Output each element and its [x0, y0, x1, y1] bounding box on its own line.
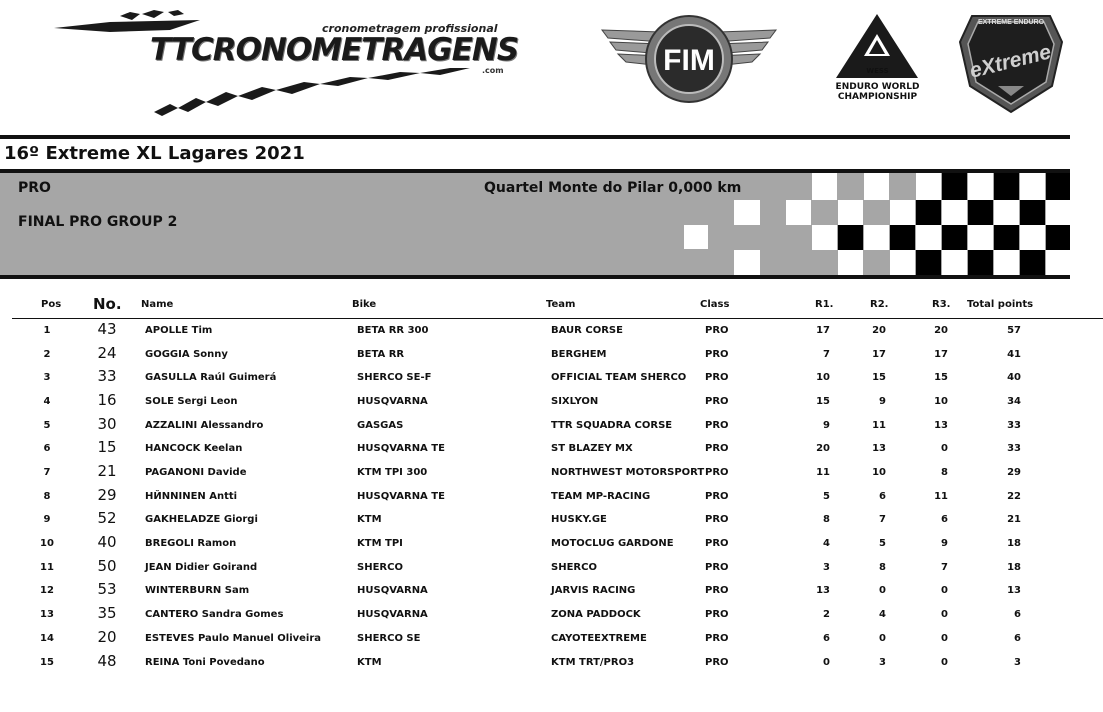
cell-name: REINA Toni Povedano — [145, 657, 265, 668]
cell-team: TTR SQUADRA CORSE — [551, 420, 673, 431]
cell-r1: 8 — [823, 514, 830, 525]
cell-total: 18 — [1007, 562, 1021, 573]
cell-team: OFFICIAL TEAM SHERCO — [551, 372, 687, 383]
cell-class: PRO — [705, 585, 729, 596]
cell-r2: 17 — [872, 349, 886, 360]
table-row — [0, 579, 1103, 602]
cell-total: 21 — [1007, 514, 1021, 525]
ewc-mark: WESS — [866, 67, 889, 75]
cell-pos: 3 — [43, 372, 51, 383]
cell-r2: 9 — [879, 396, 886, 407]
table-row — [0, 461, 1103, 484]
col-header-total: Total points — [967, 299, 1034, 310]
cell-class: PRO — [705, 514, 729, 525]
cell-r2: 3 — [879, 657, 886, 668]
cell-class: PRO — [705, 609, 729, 620]
cell-bike: HUSQVARNA — [357, 609, 428, 620]
table-row — [0, 485, 1103, 508]
extreme-brand-text: eXtreme — [967, 40, 1054, 83]
cell-r3: 0 — [941, 443, 948, 454]
cell-bike: SHERCO — [357, 562, 403, 573]
cell-pos: 7 — [43, 467, 51, 478]
cell-total: 18 — [1007, 538, 1021, 549]
cell-team: MOTOCLUG GARDONE — [551, 538, 674, 549]
cell-r1: 0 — [823, 657, 830, 668]
cell-r3: 13 — [934, 420, 948, 431]
col-header-pos: Pos — [41, 299, 62, 310]
cell-bike: BETA RR 300 — [357, 325, 429, 336]
cell-number: 53 — [97, 580, 117, 598]
cell-total: 40 — [1007, 372, 1021, 383]
cell-team: SIXLYON — [551, 396, 599, 407]
cell-pos: 11 — [40, 562, 54, 573]
cell-class: PRO — [705, 491, 729, 502]
table-row — [0, 651, 1103, 674]
event-title: 16º Extreme XL Lagares 2021 — [4, 143, 305, 164]
cell-number: 52 — [97, 509, 117, 527]
cell-number: 40 — [97, 533, 117, 551]
cell-bike: HUSQVARNA TE — [357, 443, 445, 454]
cell-r3: 15 — [934, 372, 948, 383]
cell-r3: 17 — [934, 349, 948, 360]
cell-r2: 8 — [879, 562, 886, 573]
cell-name: BREGOLI Ramon — [145, 538, 237, 549]
table-row — [0, 390, 1103, 413]
cell-number: 30 — [97, 415, 117, 433]
cell-total: 29 — [1007, 467, 1021, 478]
cell-total: 6 — [1014, 609, 1021, 620]
cell-bike: KTM TPI — [357, 538, 403, 549]
cell-class: PRO — [705, 467, 729, 478]
group-label: FINAL PRO GROUP 2 — [18, 214, 178, 230]
cell-name: CANTERO Sandra Gomes — [145, 609, 284, 620]
col-header-r3: R3. — [932, 299, 951, 310]
cell-r2: 10 — [872, 467, 886, 478]
cell-r1: 4 — [823, 538, 830, 549]
cell-total: 33 — [1007, 420, 1021, 431]
cell-name: PAGANONI Davide — [145, 467, 247, 478]
cell-bike: GASGAS — [357, 420, 404, 431]
cell-r2: 5 — [879, 538, 886, 549]
cell-total: 34 — [1007, 396, 1021, 407]
cell-team: NORTHWEST MOTORSPORT — [551, 467, 705, 478]
cell-r1: 9 — [823, 420, 830, 431]
cell-r1: 11 — [816, 467, 830, 478]
cell-pos: 12 — [40, 585, 54, 596]
cell-r1: 3 — [823, 562, 830, 573]
tt-brand-text: TTCRONOMETRAGENS — [150, 32, 519, 68]
cell-bike: SHERCO SE — [357, 633, 421, 644]
cell-team: KTM TRT/PRO3 — [551, 657, 635, 668]
cell-total: 3 — [1014, 657, 1021, 668]
cell-r1: 7 — [823, 349, 830, 360]
header-rule-top — [0, 135, 1070, 139]
cell-r2: 0 — [879, 633, 886, 644]
cell-r1: 20 — [816, 443, 830, 454]
cell-number: 15 — [97, 438, 117, 456]
table-row — [0, 343, 1103, 366]
cell-class: PRO — [705, 349, 729, 360]
table-row — [0, 319, 1103, 342]
cell-class: PRO — [705, 443, 729, 454]
location-label: Quartel Monte do Pilar 0,000 km — [484, 180, 742, 196]
cell-total: 13 — [1007, 585, 1021, 596]
cell-r2: 13 — [872, 443, 886, 454]
table-row — [0, 508, 1103, 531]
cell-bike: KTM TPI 300 — [357, 467, 428, 478]
col-header-class: Class — [700, 299, 730, 310]
enduro-world-championship-logo — [830, 12, 925, 107]
cell-r3: 0 — [941, 657, 948, 668]
col-header-r2: R2. — [870, 299, 889, 310]
col-header-bike: Bike — [352, 299, 377, 310]
cell-team: BAUR CORSE — [551, 325, 623, 336]
cell-number: 35 — [97, 604, 117, 622]
table-row — [0, 627, 1103, 650]
cell-team: TEAM MP-RACING — [551, 491, 651, 502]
cell-class: PRO — [705, 396, 729, 407]
table-row — [0, 437, 1103, 460]
tt-cronometragens-logo — [50, 8, 520, 120]
cell-r3: 0 — [941, 633, 948, 644]
cell-r3: 10 — [934, 396, 948, 407]
cell-r3: 0 — [941, 585, 948, 596]
cell-r1: 17 — [816, 325, 830, 336]
cell-bike: HUSQVARNA TE — [357, 491, 445, 502]
cell-r2: 11 — [872, 420, 886, 431]
cell-number: 50 — [97, 557, 117, 575]
cell-pos: 6 — [43, 443, 51, 454]
cell-total: 41 — [1007, 349, 1021, 360]
cell-team: JARVIS RACING — [551, 585, 636, 596]
cell-bike: HUSQVARNA — [357, 585, 428, 596]
cell-r2: 20 — [872, 325, 886, 336]
cell-team: SHERCO — [551, 562, 597, 573]
col-header-no: No. — [93, 295, 122, 313]
cell-total: 57 — [1007, 325, 1021, 336]
category-label: PRO — [18, 180, 51, 196]
cell-r1: 13 — [816, 585, 830, 596]
cell-name: HANCOCK Keelan — [145, 443, 243, 454]
table-row — [0, 532, 1103, 555]
cell-name: JEAN Didier Goirand — [145, 562, 258, 573]
cell-total: 33 — [1007, 443, 1021, 454]
cell-r1: 2 — [823, 609, 830, 620]
cell-class: PRO — [705, 633, 729, 644]
cell-pos: 2 — [43, 349, 51, 360]
cell-class: PRO — [705, 420, 729, 431]
cell-r2: 7 — [879, 514, 886, 525]
cell-pos: 8 — [43, 491, 51, 502]
cell-pos: 13 — [40, 609, 54, 620]
col-header-team: Team — [546, 299, 576, 310]
cell-bike: HUSQVARNA — [357, 396, 428, 407]
ewc-line1: ENDURO WORLD — [835, 82, 920, 92]
cell-total: 6 — [1014, 633, 1021, 644]
cell-number: 20 — [97, 628, 117, 646]
col-header-name: Name — [141, 299, 174, 310]
cell-name: GASULLA Raúl Guimerá — [145, 372, 277, 383]
cell-pos: 5 — [43, 420, 51, 431]
cell-name: APOLLE Tim — [145, 325, 213, 336]
cell-r3: 0 — [941, 609, 948, 620]
extreme-top-text: EXTREME ENDURO — [977, 19, 1045, 26]
cell-r3: 20 — [934, 325, 948, 336]
header-rule-bottom — [0, 275, 1070, 279]
cell-class: PRO — [705, 372, 729, 383]
extreme-enduro-shield-logo — [958, 8, 1064, 114]
cell-r1: 6 — [823, 633, 830, 644]
table-row — [0, 603, 1103, 626]
cell-r3: 6 — [941, 514, 948, 525]
tt-domain: .com — [482, 66, 504, 75]
cell-number: 24 — [97, 344, 117, 362]
cell-pos: 10 — [40, 538, 54, 549]
ewc-line2: CHAMPIONSHIP — [837, 92, 918, 102]
cell-pos: 15 — [40, 657, 54, 668]
cell-r1: 5 — [823, 491, 830, 502]
cell-class: PRO — [705, 325, 729, 336]
cell-class: PRO — [705, 538, 729, 549]
cell-pos: 4 — [43, 396, 51, 407]
cell-r3: 9 — [941, 538, 948, 549]
cell-r3: 11 — [934, 491, 948, 502]
cell-bike: KTM — [357, 514, 382, 525]
cell-r1: 10 — [816, 372, 830, 383]
cell-bike: SHERCO SE-F — [357, 372, 432, 383]
cell-team: BERGHEM — [551, 349, 607, 360]
cell-number: 43 — [97, 320, 117, 338]
cell-class: PRO — [705, 562, 729, 573]
cell-pos: 1 — [43, 325, 51, 336]
cell-bike: BETA RR — [357, 349, 405, 360]
cell-name: WINTERBURN Sam — [145, 585, 250, 596]
cell-class: PRO — [705, 657, 729, 668]
cell-number: 29 — [97, 486, 117, 504]
cell-number: 21 — [97, 462, 117, 480]
cell-number: 48 — [97, 652, 117, 670]
cell-name: ESTEVES Paulo Manuel Oliveira — [145, 633, 322, 644]
fim-logo — [600, 12, 778, 104]
cell-team: ST BLAZEY MX — [551, 443, 633, 454]
cell-r3: 7 — [941, 562, 948, 573]
cell-name: GAKHELADZE Giorgi — [145, 514, 258, 525]
cell-r1: 15 — [816, 396, 830, 407]
cell-team: HUSKY.GE — [551, 514, 607, 525]
col-header-r1: R1. — [815, 299, 834, 310]
table-row — [0, 556, 1103, 579]
cell-r2: 15 — [872, 372, 886, 383]
table-row — [0, 366, 1103, 389]
cell-team: CAYOTEEXTREME — [551, 633, 647, 644]
cell-number: 16 — [97, 391, 117, 409]
cell-number: 33 — [97, 367, 117, 385]
table-row — [0, 414, 1103, 437]
tt-tagline: cronometragem profissional — [322, 22, 498, 35]
cell-name: SOLE Sergi Leon — [145, 396, 238, 407]
cell-pos: 14 — [40, 633, 54, 644]
cell-bike: KTM — [357, 657, 382, 668]
cell-r2: 4 — [879, 609, 886, 620]
fim-text: FIM — [663, 44, 715, 77]
cell-r3: 8 — [941, 467, 948, 478]
cell-total: 22 — [1007, 491, 1021, 502]
cell-name: HЙNNINEN Antti — [145, 491, 238, 502]
cell-pos: 9 — [43, 514, 51, 525]
cell-r2: 0 — [879, 585, 886, 596]
cell-name: GOGGIA Sonny — [145, 349, 228, 360]
cell-team: ZONA PADDOCK — [551, 609, 641, 620]
cell-name: AZZALINI Alessandro — [145, 420, 264, 431]
cell-r2: 6 — [879, 491, 886, 502]
